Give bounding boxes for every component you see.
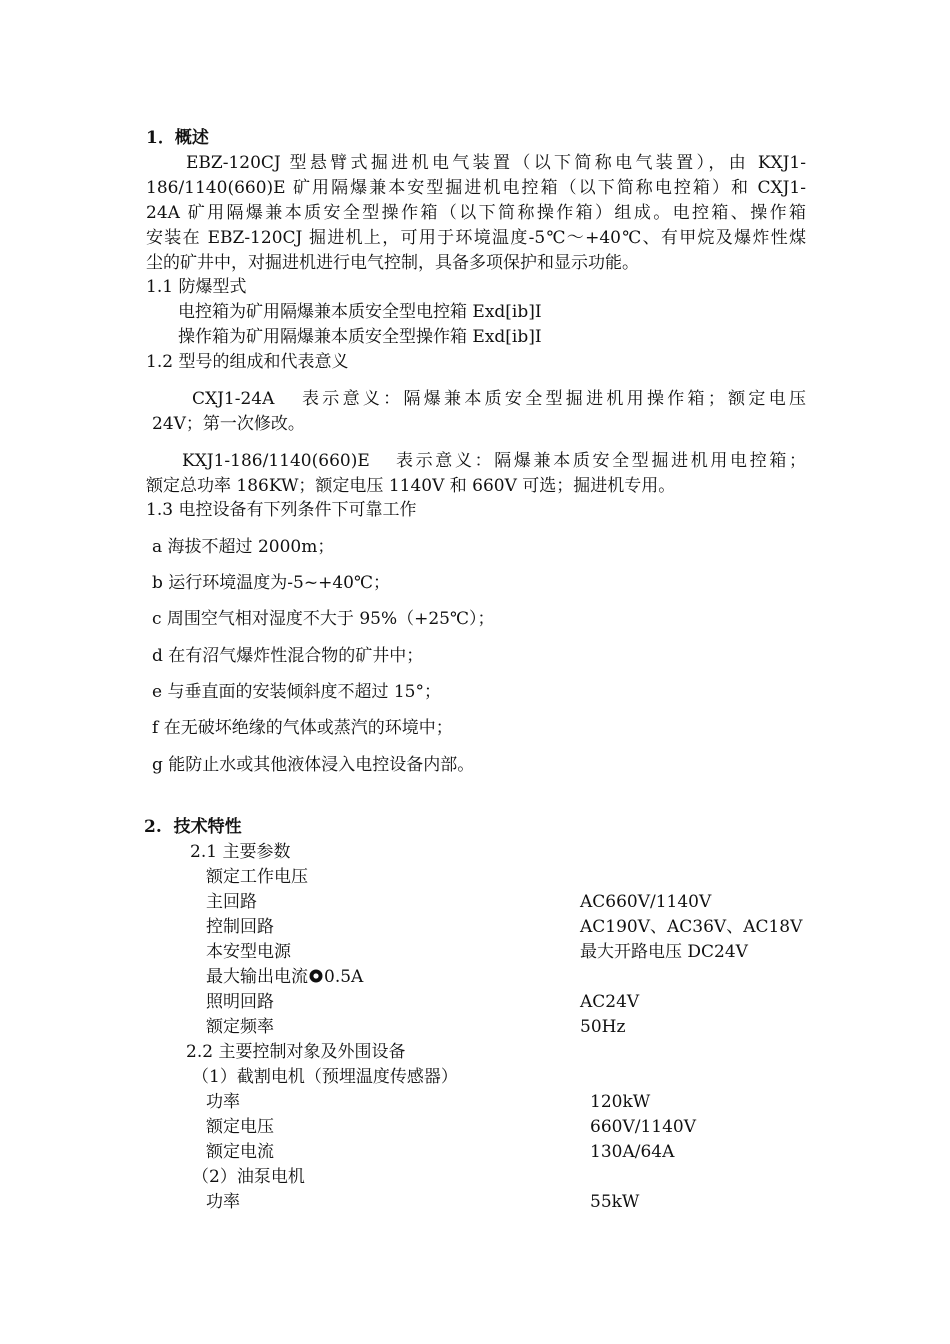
motor-2-title: （2）油泵电机 (192, 1167, 305, 1187)
motor-1-title: （1）截割电机（预埋温度传感器） (192, 1067, 458, 1087)
param-value: AC190V、AC36V、AC18V (580, 917, 803, 937)
condition-a: a 海拔不超过 2000m； (152, 537, 335, 557)
param-label: 控制回路 (206, 917, 274, 937)
circle-bullet-icon (308, 968, 324, 984)
condition-g: g 能防止水或其他液体浸入电控设备内部。 (152, 755, 475, 775)
param-label: 额定频率 (206, 1017, 274, 1037)
condition-f: f 在无破坏绝缘的气体或蒸汽的环境中； (152, 718, 453, 738)
max-current-value: 0.5A (324, 967, 364, 987)
motor-1-label: 额定电流 (206, 1142, 274, 1162)
section-2-title: 2. 技术特性 (144, 817, 242, 837)
motor-2-value: 55kW (590, 1192, 640, 1212)
param-value: AC660V/1140V (580, 892, 712, 912)
condition-b: b 运行环境温度为-5~+40℃； (152, 573, 390, 593)
param-label: 本安型电源 (206, 942, 291, 962)
subsection-1-3-title: 1.3 电控设备有下列条件下可靠工作 (146, 500, 417, 520)
subsection-2-2-title: 2.2 主要控制对象及外围设备 (186, 1042, 406, 1062)
cxj-meaning: 表示意义：隔爆兼本质安全型掘进机用操作箱；额定电压 (302, 389, 806, 409)
explosion-proof-line-2: 操作箱为矿用隔爆兼本质安全型操作箱 Exd[ib]I (178, 327, 542, 347)
intro-line-4: 安装在 EBZ-120CJ 掘进机上，可用于环境温度-5℃～+40℃、有甲烷及爆炸性煤 (146, 228, 806, 248)
cxj-model: CXJ1-24A (192, 389, 275, 409)
motor-1-value: 660V/1140V (590, 1117, 696, 1137)
param-value: AC24V (580, 992, 640, 1012)
subsection-2-1-title: 2.1 主要参数 (190, 842, 291, 862)
kxj-model: KXJ1-186/1140(660)E (182, 451, 370, 471)
param-label: 主回路 (206, 892, 257, 912)
intro-line-3: 24A 矿用隔爆兼本质安全型操作箱（以下简称操作箱）组成。电控箱、操作箱 (146, 203, 806, 223)
section-1-title: 1．概述 (146, 128, 209, 148)
condition-d: d 在有沼气爆炸性混合物的矿井中； (152, 646, 424, 666)
intro-line-5: 尘的矿井中，对掘进机进行电气控制，具备多项保护和显示功能。 (146, 253, 639, 273)
motor-1-value: 120kW (590, 1092, 651, 1112)
subsection-1-1-title: 1.1 防爆型式 (146, 277, 247, 297)
intro-line-1: EBZ-120CJ 型悬臂式掘进机电气装置（以下简称电气装置），由 KXJ1- (186, 153, 806, 173)
param-value: 最大开路电压 DC24V (580, 942, 748, 962)
param-label: 最大输出电流 (206, 967, 308, 987)
kxj-meaning-cont: 额定总功率 186KW；额定电压 1140V 和 660V 可选；掘进机专用。 (146, 476, 676, 496)
condition-e: e 与垂直面的安装倾斜度不超过 15°； (152, 682, 441, 702)
motor-1-label: 额定电压 (206, 1117, 274, 1137)
motor-2-label: 功率 (206, 1192, 240, 1212)
condition-c: c 周围空气相对湿度不大于 95%（+25℃）； (152, 609, 495, 629)
max-current-row (206, 965, 363, 989)
explosion-proof-line-1: 电控箱为矿用隔爆兼本质安全型电控箱 Exd[ib]I (178, 302, 542, 322)
param-value: 50Hz (580, 1017, 626, 1037)
cxj-meaning-cont: 24V；第一次修改。 (152, 414, 305, 434)
motor-1-value: 130A/64A (590, 1142, 675, 1162)
kxj-meaning: 表示意义：隔爆兼本质安全型掘进机用电控箱； (396, 451, 806, 471)
param-label: 照明回路 (206, 992, 274, 1012)
motor-1-label: 功率 (206, 1092, 240, 1112)
intro-line-2: 186/1140(660)E 矿用隔爆兼本安型掘进机电控箱（以下简称电控箱）和 CXJ1- (146, 178, 806, 198)
subsection-1-2-title: 1.2 型号的组成和代表意义 (146, 352, 349, 372)
rated-voltage-label: 额定工作电压 (206, 867, 308, 887)
